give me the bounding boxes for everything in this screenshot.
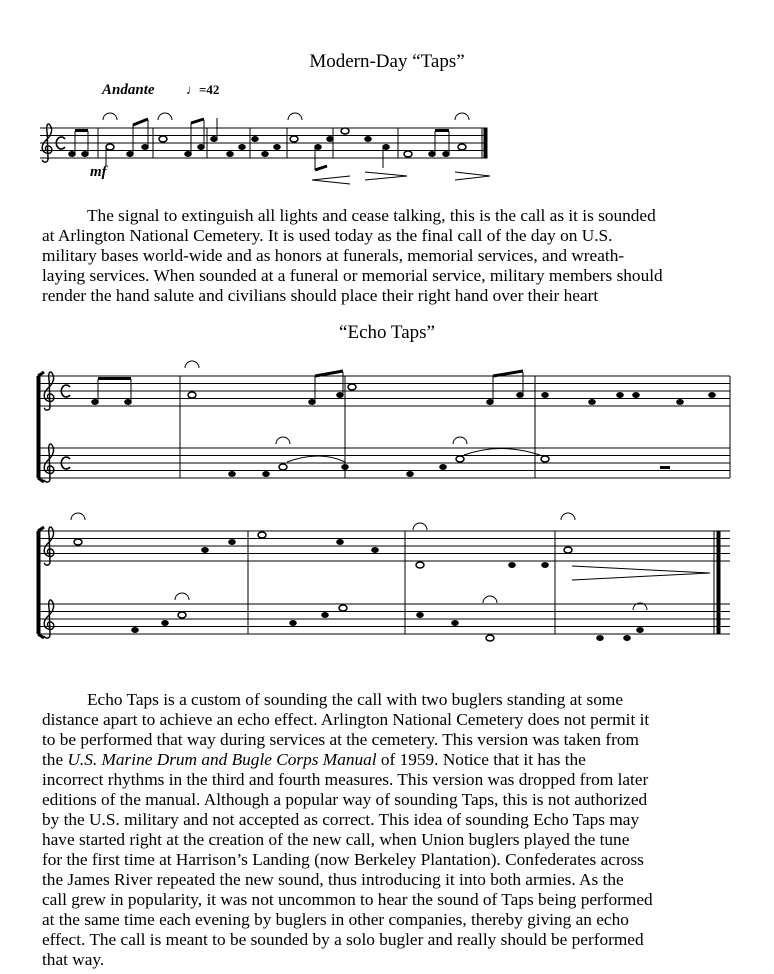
treble-clef-icons [44,372,54,638]
system-brackets [38,372,44,638]
hairpin-icons [312,172,490,184]
metronome-marking: ♩=42 [186,82,220,97]
fermata-icons [103,113,469,120]
paragraph-echo-taps-description: Echo Taps is a custom of sounding the call with two buglers standing at some distance apart to achieve an echo effect. Arlington National Cemetery does not permit it to be performed that way during services at the cemetery. This version was taken from the U.S. Marine Drum and Bugle Corps Manual of 1959. Notice that it has the incorrect rhythms in the third and fourth measures. This version was dropped from later editions of the manual. Although a popular way of sounding Taps, this is not authorized by the U.S. military and not accepted as correct. This idea of sounding Echo Taps may have started right at the creation of the new call, when Union buglers played the tune for the first time at Harrison’s Landing (now Berkeley Plantation). Confederates across the James River repeated the new sound, thus introducing it into both armies. As the call grew in popularity, it was not uncommon to hear the sound of Taps being performed at the same time each evening by buglers in other companies, thereby giving an echo effect. The call is meant to be sounded by a solo bugler and really should be performed that way. [42,690,653,969]
modern-taps-score [0,100,774,190]
fermata-icons [71,360,647,610]
echo-taps-title: “Echo Taps” [339,322,435,343]
decrescendo-hairpin-icon [572,566,710,580]
tempo-marking: Andante [102,82,155,98]
echo-taps-score [0,360,774,660]
staff-lines [40,376,730,634]
barlines [40,376,730,634]
manual-title: U.S. Marine Drum and Bugle Corps Manual [67,750,377,769]
notes [74,371,716,641]
modern-taps-title: Modern-Day “Taps” [309,51,465,72]
dynamic-marking: mf [90,164,107,180]
notes [68,118,466,170]
paragraph-taps-description: The signal to extinguish all lights and cease talking, this is the call as it is sounded at Arlington National Cemetery. It is used today as the final call of the day on U.S. military bases world-wide and as honors at funerals, memorial services, and wreath- laying services. When sounded at a funeral or memorial service, military members should render the hand salute and civilians should place their right hand over their heart [42,206,663,305]
whole-rest-icon [660,466,670,469]
common-time-icons [61,385,70,469]
